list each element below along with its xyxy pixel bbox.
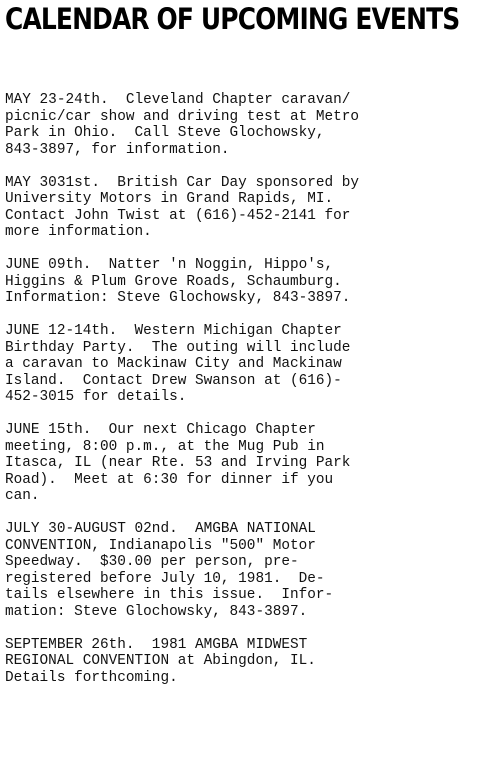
events-list: [5, 92, 475, 703]
event-western-michigan-birthday: JUNE 12-14th. Western Michigan Chapter Birthday Party. The outing will include a caravan to Mackinaw City and Mackinaw Island. Contact Drew Swanson at (616)- 452-3015 for details.: [5, 323, 351, 405]
page-title: CALENDAR OF UPCOMING EVENTS: [5, 2, 460, 36]
event-natter-n-noggin: JUNE 09th. Natter 'n Noggin, Hippo's, Higgins & Plum Grove Roads, Schaumburg. Information: Steve Glochowsky, 843-3897.: [5, 257, 351, 306]
event-amgba-midwest-regional: SEPTEMBER 26th. 1981 AMGBA MIDWEST REGIONAL CONVENTION at Abingdon, IL. Details forthcoming.: [5, 636, 316, 686]
event-amgba-national-convention: JULY 30-AUGUST 02nd. AMGBA NATIONAL CONVENTION, Indianapolis "500" Motor Speedway. $30.00 per person, pre- registered before July 10, 1981. De- tails elsewhere in this issue. Infor- mation: Steve Glochowsky, 843-3897.: [5, 521, 334, 620]
event-cleveland-caravan: MAY 23-24th. Cleveland Chapter caravan/ picnic/car show and driving test at Metro Park in Ohio. Call Steve Glochowsky, 843-3897, for information.: [5, 92, 360, 158]
event-chicago-chapter-meeting: JUNE 15th. Our next Chicago Chapter meeting, 8:00 p.m., at the Mug Pub in Itasca, IL (near Rte. 53 and Irving Park Road). Meet at 6:30 for dinner if you can.: [5, 422, 351, 504]
event-british-car-day: MAY 3031st. British Car Day sponsored by University Motors in Grand Rapids, MI. Contact John Twist at (616)-452-2141 for more information.: [5, 174, 360, 240]
